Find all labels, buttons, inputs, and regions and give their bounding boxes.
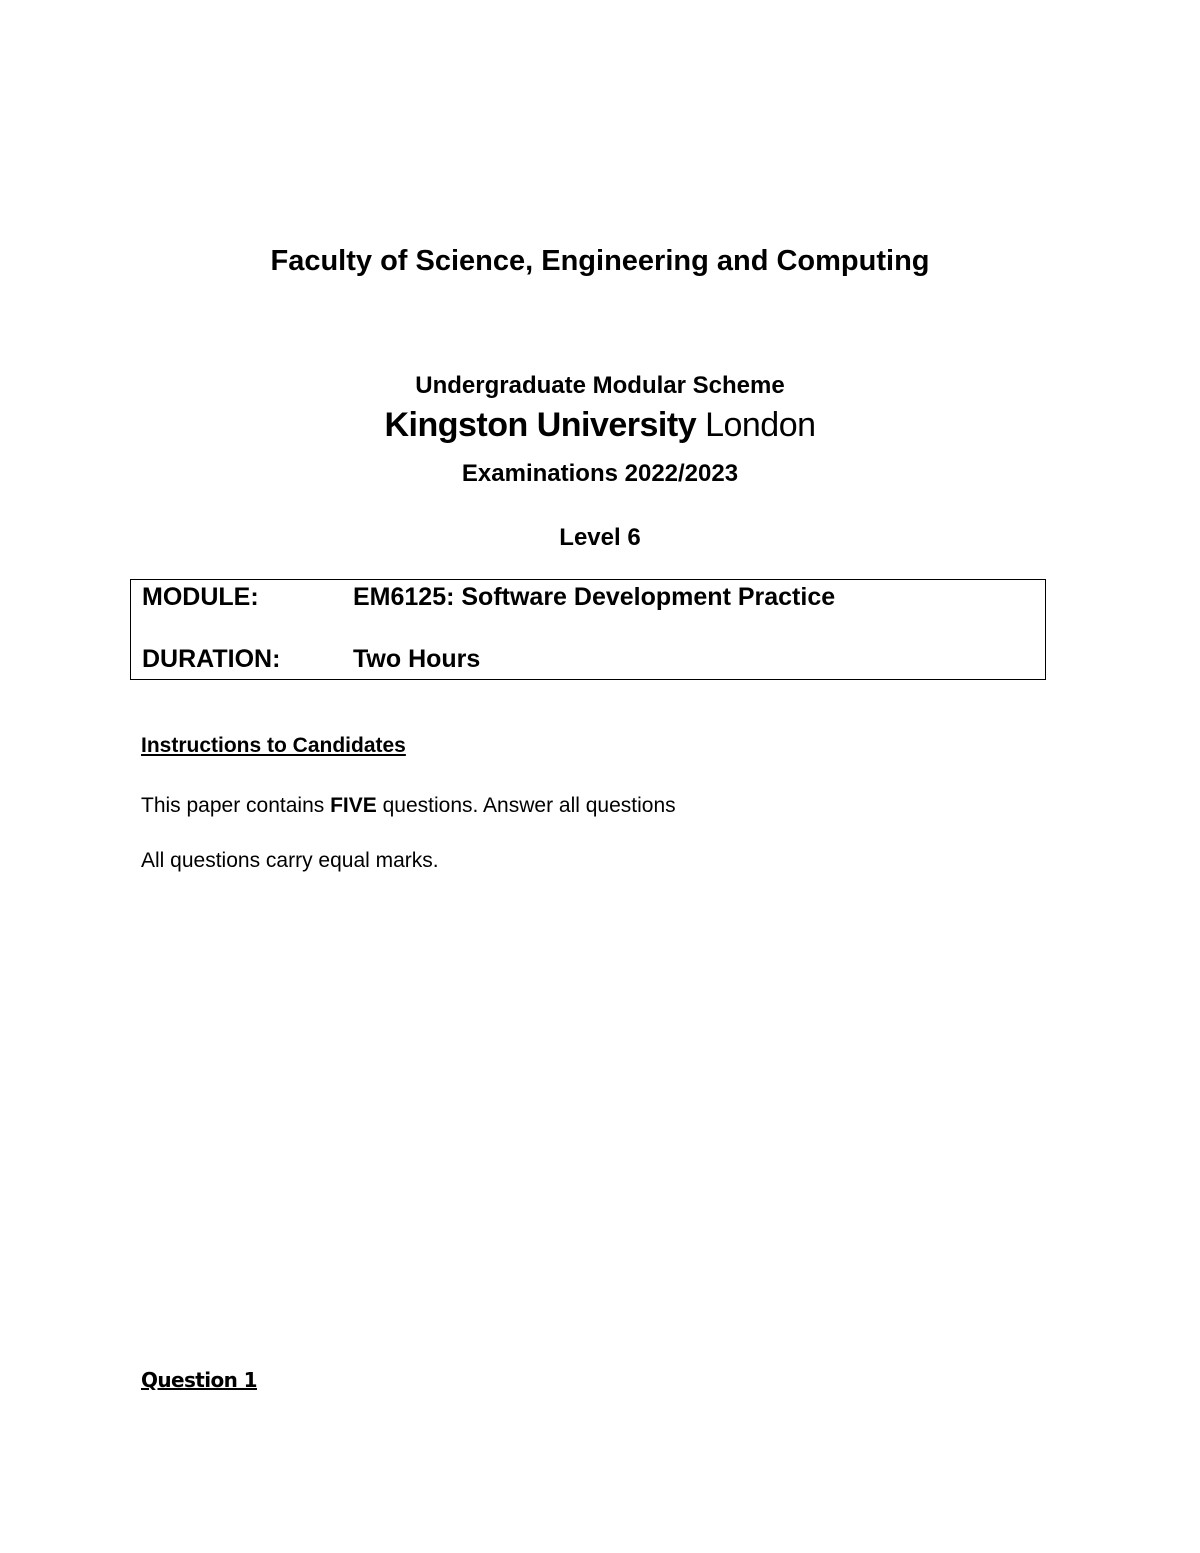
level-title: Level 6 [559,524,641,551]
instruction-emphasis: FIVE [330,794,377,817]
instruction-text-before: This paper contains [141,794,331,817]
module-info-box [130,579,1046,680]
duration-value: Two Hours [353,645,481,673]
instructions-heading: Instructions to Candidates [141,734,406,757]
scheme-title: Undergraduate Modular Scheme [415,372,785,399]
module-value: EM6125: Software Development Practice [353,583,836,611]
module-row [142,583,835,612]
instruction-text-after: questions. Answer all questions [376,794,676,817]
duration-row [142,645,480,674]
instruction-line-marks: All questions carry equal marks. [141,849,439,872]
question-heading: Question 1 [141,1368,257,1392]
logo-name-light: London [705,406,816,444]
university-logo [0,406,1200,445]
logo-name-bold: Kingston University [384,406,697,444]
faculty-title: Faculty of Science, Engineering and Computing [270,245,930,277]
duration-label: DURATION: [142,645,281,673]
instruction-line-questions [141,794,676,818]
examinations-year: Examinations 2022/2023 [461,460,739,487]
module-label: MODULE: [142,583,259,611]
